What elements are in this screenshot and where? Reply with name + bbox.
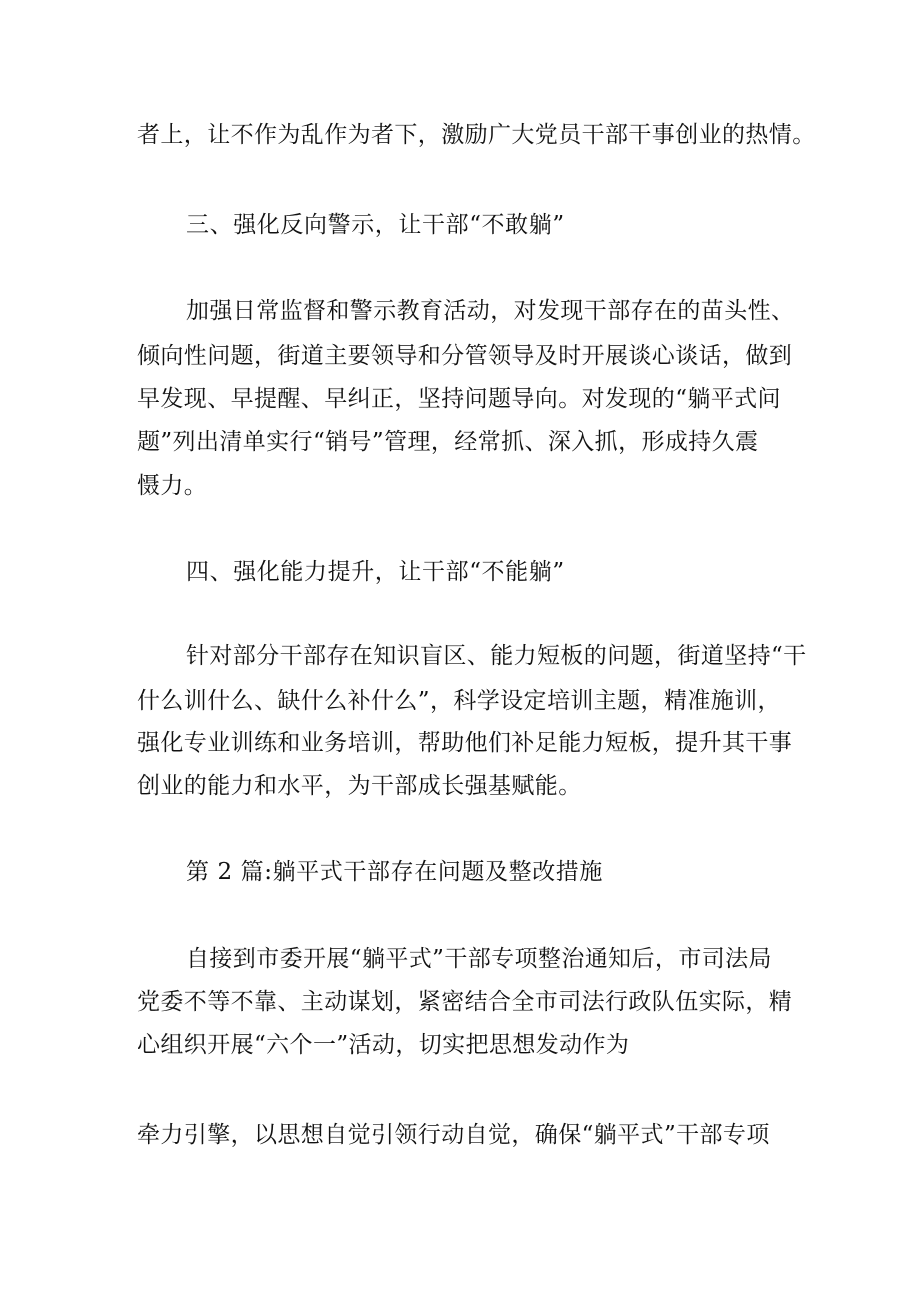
section-3-line-1: 加强日常监督和警示教育活动，对发现干部存在的苗头性、 bbox=[186, 298, 795, 324]
carryover-text-line: 者上，让不作为乱作为者下，激励广大党员干部干事创业的热情。 bbox=[137, 122, 816, 148]
section-3-line-5: 慑力。 bbox=[137, 473, 208, 499]
section-4-line-2: 什么训什么、缺什么补什么”，科学设定培训主题，精准施训， bbox=[137, 688, 781, 714]
section-3-line-3: 早发现、早提醒、早纠正，坚持问题导向。对发现的“躺平式问 bbox=[137, 386, 781, 412]
section-3-heading: 三、强化反向警示，让干部“不敢躺” bbox=[186, 212, 565, 238]
article-2-continuation-line: 牵力引擎，以思想自觉引领行动自觉，确保“躺平式”干部专项 bbox=[137, 1122, 770, 1148]
section-4-line-1: 针对部分干部存在知识盲区、能力短板的问题，街道坚持“干 bbox=[186, 643, 807, 669]
section-4-line-3: 强化专业训练和业务培训，帮助他们补足能力短板，提升其干事 bbox=[137, 730, 793, 756]
section-4-line-4: 创业的能力和水平，为干部成长强基赋能。 bbox=[137, 773, 582, 799]
section-4-heading: 四、强化能力提升，让干部“不能躺” bbox=[186, 559, 565, 585]
section-3-line-2: 倾向性问题，街道主要领导和分管领导及时开展谈心谈话，做到 bbox=[137, 343, 793, 369]
article-2-line-1: 自接到市委开展“躺平式”干部专项整治通知后，市司法局 bbox=[186, 946, 772, 972]
article-2-line-3: 心组织开展“六个一”活动，切实把思想发动作为 bbox=[137, 1032, 630, 1058]
article-2-title: 第 2 篇:躺平式干部存在问题及整改措施 bbox=[186, 859, 604, 885]
section-3-line-4: 题”列出清单实行“销号”管理，经常抓、深入抓，形成持久震 bbox=[137, 429, 759, 455]
article-2-line-2: 党委不等不靠、主动谋划，紧密结合全市司法行政队伍实际，精 bbox=[137, 989, 793, 1015]
